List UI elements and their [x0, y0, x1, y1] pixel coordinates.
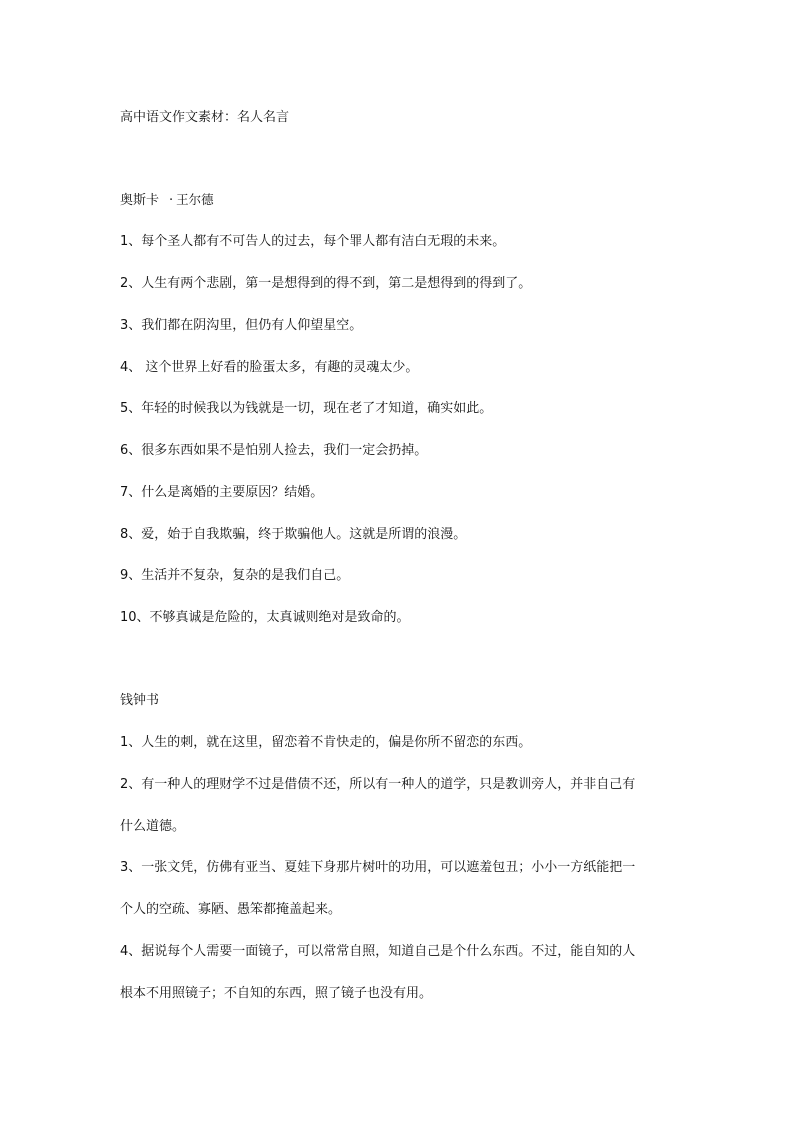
- quote-item: 4、 这个世界上好看的脸蛋太多，有趣的灵魂太少。: [120, 360, 419, 375]
- quote-item-continuation: 根本不用照镜子；不自知的东西，照了镜子也没有用。: [120, 986, 433, 1001]
- quote-item: 6、很多东西如果不是怕别人捡去，我们一定会扔掉。: [120, 443, 428, 458]
- quote-item: 2、有一种人的理财学不过是借债不还，所以有一种人的道学，只是教训旁人，并非自己有: [120, 777, 636, 792]
- section-heading-wilde: [120, 191, 734, 210]
- quote-item-continuation: 个人的空疏、寡陋、愚笨都掩盖起来。: [120, 902, 342, 917]
- quote-item: 5、年轻的时候我以为钱就是一切，现在老了才知道，确实如此。: [120, 401, 493, 416]
- quote-item: 1、每个圣人都有不可告人的过去，每个罪人都有洁白无瑕的未来。: [120, 234, 506, 249]
- quote-item: 3、我们都在阴沟里，但仍有人仰望星空。: [120, 318, 363, 333]
- quote-item-continuation: 什么道德。: [120, 819, 186, 834]
- author-given-name: 王尔德: [176, 192, 214, 207]
- quote-item: 10、不够真诚是危险的，太真诚则绝对是致命的。: [120, 610, 410, 625]
- quote-item: 2、人生有两个悲剧，第一是想得到的得不到，第二是想得到的得到了。: [120, 276, 532, 291]
- document-title: 高中语文作文素材：名人名言: [120, 110, 290, 125]
- quote-item: 9、生活并不复杂，复杂的是我们自己。: [120, 568, 350, 583]
- quote-item: 8、爱，始于自我欺骗，终于欺骗他人。这就是所谓的浪漫。: [120, 527, 467, 542]
- quote-item: 1、人生的刺，就在这里，留恋着不肯快走的，偏是你所不留恋的东西。: [120, 735, 532, 750]
- section-heading-qian: 钱钟书: [120, 693, 160, 708]
- quote-item: 3、一张文凭，仿佛有亚当、夏娃下身那片树叶的功用，可以遮羞包丑；小小一方纸能把一: [120, 860, 636, 875]
- author-surname: 奥斯卡: [120, 193, 160, 208]
- quote-item: 4、据说每个人需要一面镜子，可以常常自照，知道自己是个什么东西。不过，能自知的人: [120, 944, 636, 959]
- quote-item: 7、什么是离婚的主要原因？结婚。: [120, 485, 324, 500]
- author-separator: ·: [169, 193, 174, 208]
